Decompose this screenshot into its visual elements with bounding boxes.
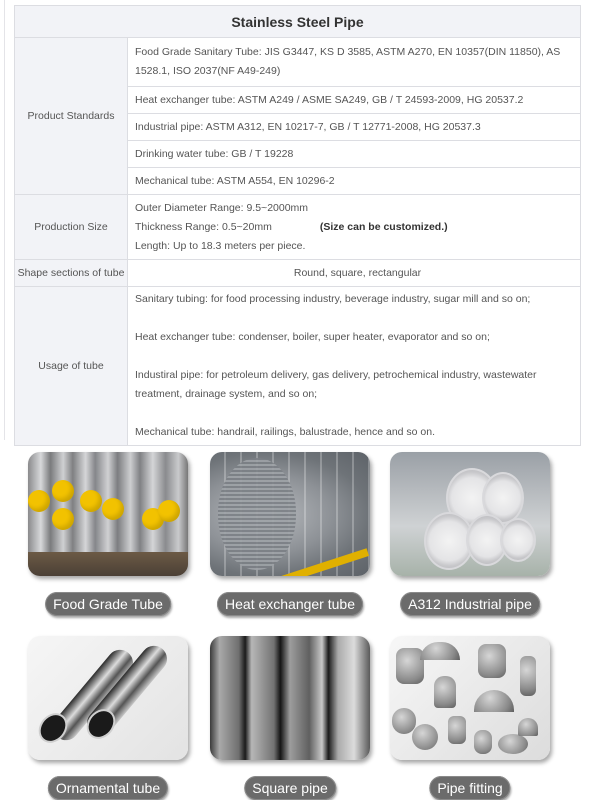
caption-industrial-pipe[interactable]: A312 Industrial pipe	[400, 592, 540, 616]
elbow-fitting-shape	[420, 642, 460, 660]
standard-item: Mechanical tube: ASTM A554, EN 10296-2	[128, 168, 581, 195]
page-left-rule	[4, 0, 5, 440]
yellow-cap-icon	[28, 490, 50, 512]
yellow-cap-icon	[52, 508, 74, 530]
outer-diameter-range: Outer Diameter Range: 9.5~2000mm	[135, 201, 309, 214]
yellow-cap-icon	[80, 490, 102, 512]
tee-fitting-shape	[520, 656, 536, 696]
thickness-range: Thickness Range: 0.5~20mm	[135, 220, 272, 233]
yellow-cap-icon	[158, 500, 180, 522]
reducer-fitting-shape	[434, 676, 456, 708]
gallery-card-ornamental-tube[interactable]	[28, 636, 188, 796]
industrial-pipe-photo[interactable]	[390, 452, 550, 576]
elbow-fitting-shape	[392, 708, 416, 734]
pipe-end-shape	[500, 518, 536, 562]
gallery-card-food-grade-tube[interactable]	[28, 452, 188, 612]
usage-label: Usage of tube	[15, 287, 128, 446]
production-size-label: Production Size	[15, 195, 128, 260]
yellow-cap-icon	[102, 498, 124, 520]
table-row	[15, 38, 581, 87]
size-customized-note: (Size can be customized.)	[319, 220, 448, 233]
table-row	[15, 287, 581, 446]
table-row	[15, 260, 581, 287]
caption-pipe-fitting[interactable]: Pipe fitting	[429, 776, 510, 800]
gallery-card-industrial-pipe[interactable]	[390, 452, 550, 612]
product-standards-label: Product Standards	[15, 38, 128, 195]
floor-shape	[28, 552, 188, 576]
caption-food-grade-tube[interactable]: Food Grade Tube	[45, 592, 171, 616]
usage-item: Industiral pipe: for petroleum delivery, gas delivery, petrochemical industry, wastewater treatment, drainage system, and so on;	[135, 369, 537, 400]
length-range: Length: Up to 18.3 meters per piece.	[135, 239, 306, 252]
thickness-line	[135, 218, 580, 237]
flange-fitting-shape	[412, 724, 438, 750]
usage-item: Heat exchanger tube: condenser, boiler, super heater, evaporator and so on;	[135, 331, 490, 343]
usage-value	[128, 287, 581, 446]
yellow-cap-icon	[52, 480, 74, 502]
tube-sheet-shape	[218, 458, 296, 570]
tee-fitting-shape	[396, 648, 424, 684]
elbow-fitting-shape	[474, 690, 514, 712]
usage-item: Mechanical tube: handrail, railings, balustrade, hence and so on.	[135, 426, 436, 438]
spec-table	[14, 5, 581, 446]
food-grade-tube-photo[interactable]	[28, 452, 188, 576]
shape-sections-label: Shape sections of tube	[15, 260, 128, 287]
heat-exchanger-tube-photo[interactable]	[210, 452, 370, 576]
production-size-value	[128, 195, 581, 260]
gallery-card-square-pipe[interactable]	[210, 636, 370, 796]
shape-sections-value: Round, square, rectangular	[128, 260, 581, 287]
stub-end-fitting-shape	[448, 716, 466, 744]
table-title: Stainless Steel Pipe	[15, 6, 581, 38]
reducer-fitting-shape	[474, 730, 492, 754]
usage-item: Sanitary tubing: for food processing industry, beverage industry, sugar mill and so on;	[135, 293, 531, 305]
standard-item: Heat exchanger tube: ASTM A249 / ASME SA249, GB / T 24593-2009, HG 20537.2	[128, 87, 581, 114]
table-row	[15, 195, 581, 260]
gallery-card-heat-exchanger-tube[interactable]	[210, 452, 370, 612]
cross-fitting-shape	[478, 644, 506, 678]
standard-item: Drinking water tube: GB / T 19228	[128, 141, 581, 168]
pipe-fitting-photo[interactable]	[390, 636, 550, 760]
caption-square-pipe[interactable]: Square pipe	[244, 776, 336, 800]
ornamental-tube-photo[interactable]	[28, 636, 188, 760]
gallery-card-pipe-fitting[interactable]	[390, 636, 550, 796]
flange-fitting-shape	[498, 734, 528, 754]
square-pipe-photo[interactable]	[210, 636, 370, 760]
caption-ornamental-tube[interactable]: Ornamental tube	[48, 776, 168, 800]
cap-fitting-shape	[518, 718, 538, 736]
standard-item: Food Grade Sanitary Tube: JIS G3447, KS D 3585, ASTM A270, EN 10357(DIN 11850), AS 1528.1, ISO 2037(NF A49-249)	[128, 38, 581, 87]
caption-heat-exchanger-tube[interactable]: Heat exchanger tube	[217, 592, 363, 616]
standard-item: Industrial pipe: ASTM A312, EN 10217-7, GB / T 12771-2008, HG 20537.3	[128, 114, 581, 141]
